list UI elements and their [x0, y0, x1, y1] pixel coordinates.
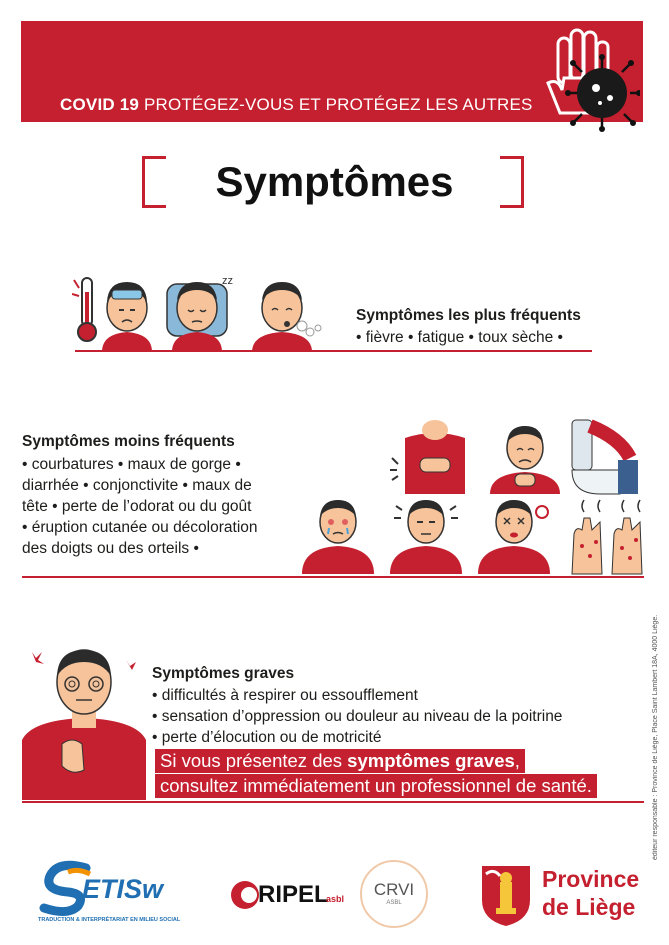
conjunctivitis-icon: [302, 500, 374, 574]
header-slogan: [60, 95, 533, 115]
less-frequent-line: • courbatures • maux de gorge •: [22, 456, 241, 473]
toilet-diarrhea-icon: [572, 420, 638, 494]
skin-rash-hands-icon: [572, 500, 642, 574]
severe-divider: [22, 801, 644, 803]
less-frequent-heading: Symptômes moins fréquents: [22, 433, 235, 450]
severe-heading: Symptômes graves: [152, 665, 295, 682]
frequent-symptoms-illustration: [72, 270, 342, 352]
loss-of-taste-smell-icon: [478, 500, 550, 574]
severe-item: • sensation d’oppression ou douleur au niveau de la poitrine: [152, 708, 563, 725]
province-liege-logo: [480, 862, 645, 930]
covid-label: COVID 19: [60, 95, 140, 114]
cripel-suffix: asbl: [326, 894, 345, 904]
crvi-suffix: ASBL: [386, 900, 402, 906]
less-frequent-line: tête • perte de l’odorat ou du goût: [22, 498, 252, 515]
fatigue-person-icon: [167, 275, 233, 352]
body-aches-icon: [390, 420, 465, 494]
less-frequent-illustration: [300, 418, 648, 576]
severe-item: • perte d’élocution ou de motricité: [152, 729, 382, 746]
alert-pre: Si vous présentez des: [160, 750, 348, 771]
severe-alert-line-2: consultez immédiatement un professionnel de santé.: [155, 774, 597, 798]
setis-wordmark: ETISw: [82, 874, 164, 904]
less-frequent-line: diarrhée • conjonctivite • maux de: [22, 477, 252, 494]
less-frequent-line: • éruption cutanée ou décoloration: [22, 519, 258, 536]
setis-subtitle: TRADUCTION & INTERPRÉTARIAT EN MILIEU SOCIAL: [38, 917, 181, 923]
severe-list: [152, 685, 562, 748]
slogan-text: PROTÉGEZ-VOUS ET PROTÉGEZ LES AUTRES: [144, 95, 533, 114]
frequent-items: • fièvre • fatigue • toux sèche •: [356, 329, 563, 346]
editor-note: éditeur responsable : Province de Liège, Place Saint Lambert 18A, 4000 Liège.: [652, 614, 659, 860]
page-title: Symptômes: [215, 158, 454, 205]
frequent-divider: [75, 350, 592, 352]
severe-item: • difficultés à respirer ou essoufflement: [152, 687, 418, 704]
alert-bold: symptômes graves: [347, 750, 515, 771]
crvi-logo: [360, 860, 428, 928]
severe-symptoms-illustration: [22, 640, 147, 800]
alert-post: ,: [514, 750, 520, 771]
cripel-c-icon: [230, 880, 260, 910]
less-frequent-line: des doigts ou des orteils •: [22, 540, 199, 557]
headache-icon: [390, 500, 462, 574]
frequent-heading: Symptômes les plus fréquents: [356, 307, 581, 324]
less-frequent-list: [22, 454, 292, 559]
province-line2: de Liège: [542, 894, 636, 920]
stop-hand-virus-icon: [540, 28, 640, 138]
cripel-wordmark: RIPEL: [258, 881, 329, 908]
crvi-wordmark: CRVI: [373, 880, 415, 899]
province-crest-icon: [480, 864, 532, 926]
province-line1: Province: [542, 866, 640, 892]
cough-person-icon: [252, 282, 321, 352]
svg-text:zz: zz: [222, 275, 233, 287]
cripel-logo: [230, 876, 350, 916]
sore-throat-icon: [490, 426, 560, 494]
severe-alert-line-1: [155, 749, 525, 773]
fever-person-icon: [102, 282, 152, 352]
thermometer-icon: [72, 278, 96, 341]
setis-logo: [38, 860, 208, 930]
less-frequent-divider: [22, 576, 644, 578]
